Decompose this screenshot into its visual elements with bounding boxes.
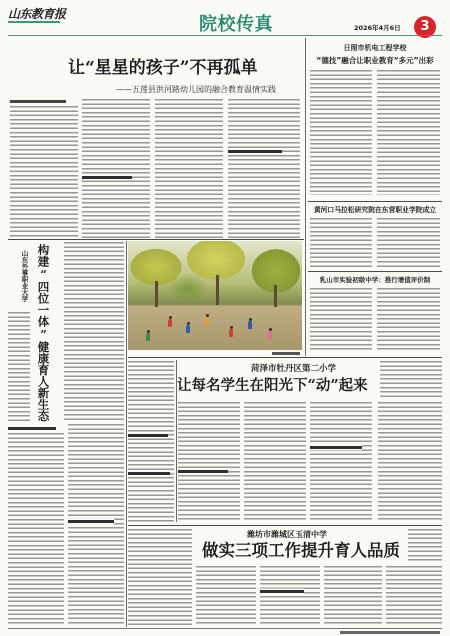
body-text-column <box>310 218 372 268</box>
right-article-3-headline: 乳山市实验初级中学：推行增值评价制 <box>319 276 431 284</box>
body-text-column <box>228 99 300 238</box>
page-number-badge: 3 <box>414 16 436 38</box>
newspaper-logo: 山东教育报 <box>8 7 66 21</box>
body-text-column <box>310 288 372 352</box>
tree-trunk <box>274 285 277 307</box>
section-divider <box>308 201 442 202</box>
column-divider <box>126 241 127 627</box>
body-text-column <box>377 288 440 352</box>
body-text-column <box>178 402 240 522</box>
body-text-column <box>155 99 223 238</box>
subheading <box>128 472 170 475</box>
body-text-column <box>324 566 382 626</box>
subheading <box>82 176 132 179</box>
body-text-column <box>260 566 320 626</box>
logo-underline <box>8 21 60 23</box>
playground-photo <box>128 241 302 350</box>
masthead-rule <box>8 35 442 36</box>
lead-subtitle: ——五莲县洪河路幼儿园的融合教育温情实践 <box>116 85 276 94</box>
child-figure <box>268 331 272 339</box>
section-divider <box>128 357 442 358</box>
child-figure <box>229 329 233 337</box>
left-feature-headline: 构建“四位一体”健康育人新生态 <box>36 244 51 422</box>
column-divider <box>305 38 306 356</box>
subheading <box>128 434 168 437</box>
section-title: 院校传真 <box>199 14 273 35</box>
body-text-column <box>8 433 64 626</box>
right-article-1-kicker: 日照市机电工程学校 <box>343 44 407 52</box>
child-figure <box>248 321 252 329</box>
subheading <box>68 520 114 523</box>
bottom-article-headline: 做实三项工作提升育人品质 <box>202 541 400 560</box>
subheading <box>178 470 228 473</box>
footer-rule <box>8 628 442 629</box>
section-divider <box>8 239 304 240</box>
byline <box>10 100 66 103</box>
body-text-column <box>64 242 124 422</box>
bottom-article-kicker: 潍坊市潍城区玉清中学 <box>247 530 327 539</box>
subheading <box>8 427 56 430</box>
child-figure <box>168 319 172 327</box>
body-text-column <box>386 566 442 626</box>
section-divider <box>308 271 442 272</box>
body-text-column <box>380 361 442 397</box>
body-text-column <box>244 402 306 522</box>
right-article-1-headline: “德技”融合让职业教育“多元”出彩 <box>316 56 434 65</box>
tree-trunk <box>155 281 158 307</box>
body-text-column <box>310 70 372 195</box>
child-figure <box>205 317 209 325</box>
footer-editor-credits <box>340 631 440 634</box>
body-text-column <box>378 402 442 522</box>
body-text-column <box>408 529 442 561</box>
child-figure <box>146 333 150 341</box>
body-text-column <box>82 99 150 238</box>
child-figure <box>186 325 190 333</box>
issue-date: 2026年4月6日 <box>354 24 401 32</box>
body-text-column <box>377 70 440 195</box>
subheading <box>260 590 304 593</box>
section-divider <box>128 525 442 526</box>
body-text-column <box>10 106 78 238</box>
middle-article-headline: 让每名学生在阳光下“动”起来 <box>177 377 368 394</box>
tree-trunk <box>216 275 219 305</box>
body-text-column <box>128 529 192 626</box>
subheading <box>310 446 362 449</box>
photo-caption <box>272 352 300 355</box>
subheading <box>228 150 282 153</box>
body-text-column <box>128 361 174 523</box>
body-text-column <box>8 312 30 422</box>
lead-headline: 让“星星的孩子”不再孤单 <box>68 58 258 78</box>
body-text-column <box>196 566 256 626</box>
middle-article-kicker: 菏泽市牡丹区第二小学 <box>251 364 337 374</box>
left-feature-kicker: 山东外事职业大学 <box>20 250 29 302</box>
right-article-2-headline: 黄河口马拉松研究院在东营职业学院成立 <box>313 206 437 214</box>
body-text-column <box>310 402 372 522</box>
body-text-column <box>68 424 124 626</box>
body-text-column <box>377 218 440 268</box>
